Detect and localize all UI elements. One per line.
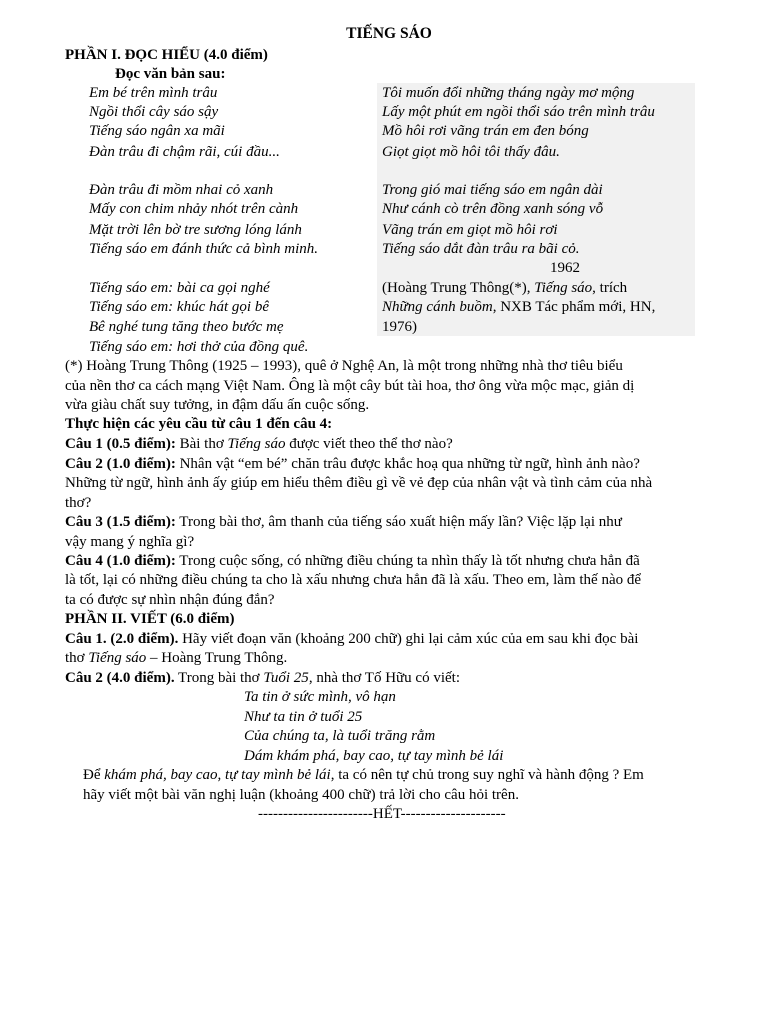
question-label: Câu 2 (1.0 điểm): <box>65 456 176 472</box>
poem-source <box>382 279 627 298</box>
question-text: thơ? <box>65 495 92 511</box>
question-text: Nhân vật “em bé” chăn trâu được khắc hoạ qua những từ ngữ, hình ảnh nào? <box>175 456 640 472</box>
question-text: Trong bài thơ, âm thanh của tiếng sáo xuất hiện mấy lần? Việc lặp lại như <box>175 514 622 530</box>
question-2 <box>65 455 640 474</box>
question-label: Câu 1. (2.0 điểm). <box>65 631 179 647</box>
question-text: được viết theo thể thơ nào? <box>285 436 453 452</box>
question-text: Hãy viết đoạn văn (khoảng 200 chữ) ghi lại cảm xúc của em sau khi đọc bài <box>178 631 639 647</box>
source-work: Tiếng sáo <box>534 280 593 296</box>
instruction: Thực hiện các yêu cầu từ câu 1 đến câu 4: <box>65 416 333 432</box>
poem-line: Em bé trên mình trâu <box>89 85 218 101</box>
question-text: Để <box>83 767 105 783</box>
question-text: hãy viết một bài văn nghị luận (khoảng 400 chữ) trả lời cho câu hỏi trên. <box>83 787 519 803</box>
question-work-title: Tiếng sáo <box>88 650 147 666</box>
question-text: vậy mang ý nghĩa gì? <box>65 534 195 550</box>
question-label: Câu 3 (1.5 điểm): <box>65 514 176 530</box>
poem-line: Vãng trán em giọt mồ hôi rơi <box>382 222 558 238</box>
question-text: , ta có nên tự chủ trong suy nghĩ và hành động ? Em <box>330 767 644 783</box>
question-3 <box>65 513 622 532</box>
document-title: TIẾNG SÁO <box>346 25 432 42</box>
question-4 <box>65 552 640 571</box>
question-text: ta có được sự nhìn nhận đúng đắn? <box>65 592 275 608</box>
quoted-verse: Của chúng ta, là tuổi trăng rằm <box>244 728 436 744</box>
poem-line: Bê nghé tung tăng theo bước mẹ <box>89 319 284 335</box>
poem-line: Tiếng sáo em: khúc hát gọi bê <box>89 299 269 315</box>
source-author: (Hoàng Trung Thông(*), <box>382 280 535 296</box>
poem-line: Tiếng sáo em đánh thức cả bình minh. <box>89 241 318 257</box>
poem-source-year: 1976) <box>382 319 417 335</box>
writing-prompt <box>83 766 644 785</box>
poem-line: Lấy một phút em ngồi thổi sáo trên mình trâu <box>382 104 655 120</box>
source-trich: , trích <box>592 280 628 296</box>
question-work-title: Tuổi 25 <box>263 670 309 686</box>
poem-line: Trong gió mai tiếng sáo em ngân dài <box>382 182 603 198</box>
question-text: – Hoàng Trung Thông. <box>146 650 288 666</box>
question-label: Câu 2 (4.0 điểm). <box>65 670 175 686</box>
author-note-line: (*) Hoàng Trung Thông (1925 – 1993), quê ở Nghệ An, là một trong những nhà thơ tiêu biểu <box>65 358 623 374</box>
quoted-verse: Dám khám phá, bay cao, tự tay mình bẻ lái <box>244 748 504 764</box>
part2-heading: PHẦN II. VIẾT (6.0 điểm) <box>65 611 235 627</box>
poem-line: Tiếng sáo ngân xa mãi <box>89 123 225 139</box>
question-work-title: Tiếng sáo <box>227 436 286 452</box>
poem-line: Mặt trời lên bờ tre sương lóng lánh <box>89 222 302 238</box>
question-1 <box>65 435 453 454</box>
question-text <box>65 649 287 668</box>
poem-line: Mồ hôi rơi vãng trán em đen bóng <box>382 123 589 139</box>
poem-line: Tôi muốn đổi những tháng ngày mơ mộng <box>382 85 635 101</box>
writing-question-1 <box>65 630 638 649</box>
poem-line: Tiếng sáo em: bài ca gọi nghé <box>89 280 270 296</box>
poem-line: Tiếng sáo em: hơi thở của đồng quê. <box>89 339 309 355</box>
writing-question-2 <box>65 669 460 688</box>
poem-line: Mấy con chim nhảy nhót trên cành <box>89 201 299 217</box>
end-marker: -----------------------HẾT--------------------- <box>258 806 506 822</box>
poem-source-book <box>382 298 655 317</box>
quoted-phrase: khám phá, bay cao, tự tay mình bẻ lái <box>104 767 331 783</box>
question-text: Những từ ngữ, hình ảnh ấy giúp em hiểu thêm điều gì về vẻ đẹp của nhân vật và tình cảm của nhà <box>65 475 653 491</box>
question-text: Trong bài thơ <box>174 670 264 686</box>
question-text: thơ <box>65 650 89 666</box>
question-text: là tốt, lại có những điều chúng ta cho là xấu nhưng chưa hẳn đã là xấu. Theo em, làm thế nào để <box>65 572 642 588</box>
poem-line: Ngồi thổi cây sáo sậy <box>89 104 219 120</box>
source-publisher: , NXB Tác phẩm mới, HN, <box>492 299 656 315</box>
poem-line: Giọt giọt mồ hôi tôi thấy đâu. <box>382 144 560 160</box>
source-book: Những cánh buồm <box>382 299 493 315</box>
poem-line: Đàn trâu đi mồm nhai cỏ xanh <box>89 182 274 198</box>
poem-line: Tiếng sáo dắt đàn trâu ra bãi cỏ. <box>382 241 580 257</box>
poem-line: Đàn trâu đi chậm rãi, cúi đầu... <box>89 144 280 160</box>
quoted-verse: Như ta tin ở tuổi 25 <box>244 709 363 725</box>
author-note-line: của nền thơ ca cách mạng Việt Nam. Ông là một cây bút tài hoa, thơ ông vừa mộc mạc, giản dị <box>65 378 635 394</box>
poem-year: 1962 <box>550 260 580 276</box>
author-note-line: vừa giàu chất suy tưởng, in đậm dấu ấn cuộc sống. <box>65 397 370 413</box>
question-text: Trong cuộc sống, có những điều chúng ta nhìn thấy là tốt nhưng chưa hẳn đã <box>175 553 640 569</box>
question-text: , nhà thơ Tố Hữu có viết: <box>308 670 460 686</box>
question-label: Câu 1 (0.5 điểm): <box>65 436 176 452</box>
part1-heading: PHẦN I. ĐỌC HIỂU (4.0 điểm) <box>65 47 268 63</box>
poem-line: Như cánh cò trên đồng xanh sóng vỗ <box>382 201 604 217</box>
question-label: Câu 4 (1.0 điểm): <box>65 553 176 569</box>
part1-intro: Đọc văn bản sau: <box>115 66 226 82</box>
question-text: Bài thơ <box>175 436 228 452</box>
quoted-verse: Ta tin ở sức mình, vô hạn <box>244 689 396 705</box>
